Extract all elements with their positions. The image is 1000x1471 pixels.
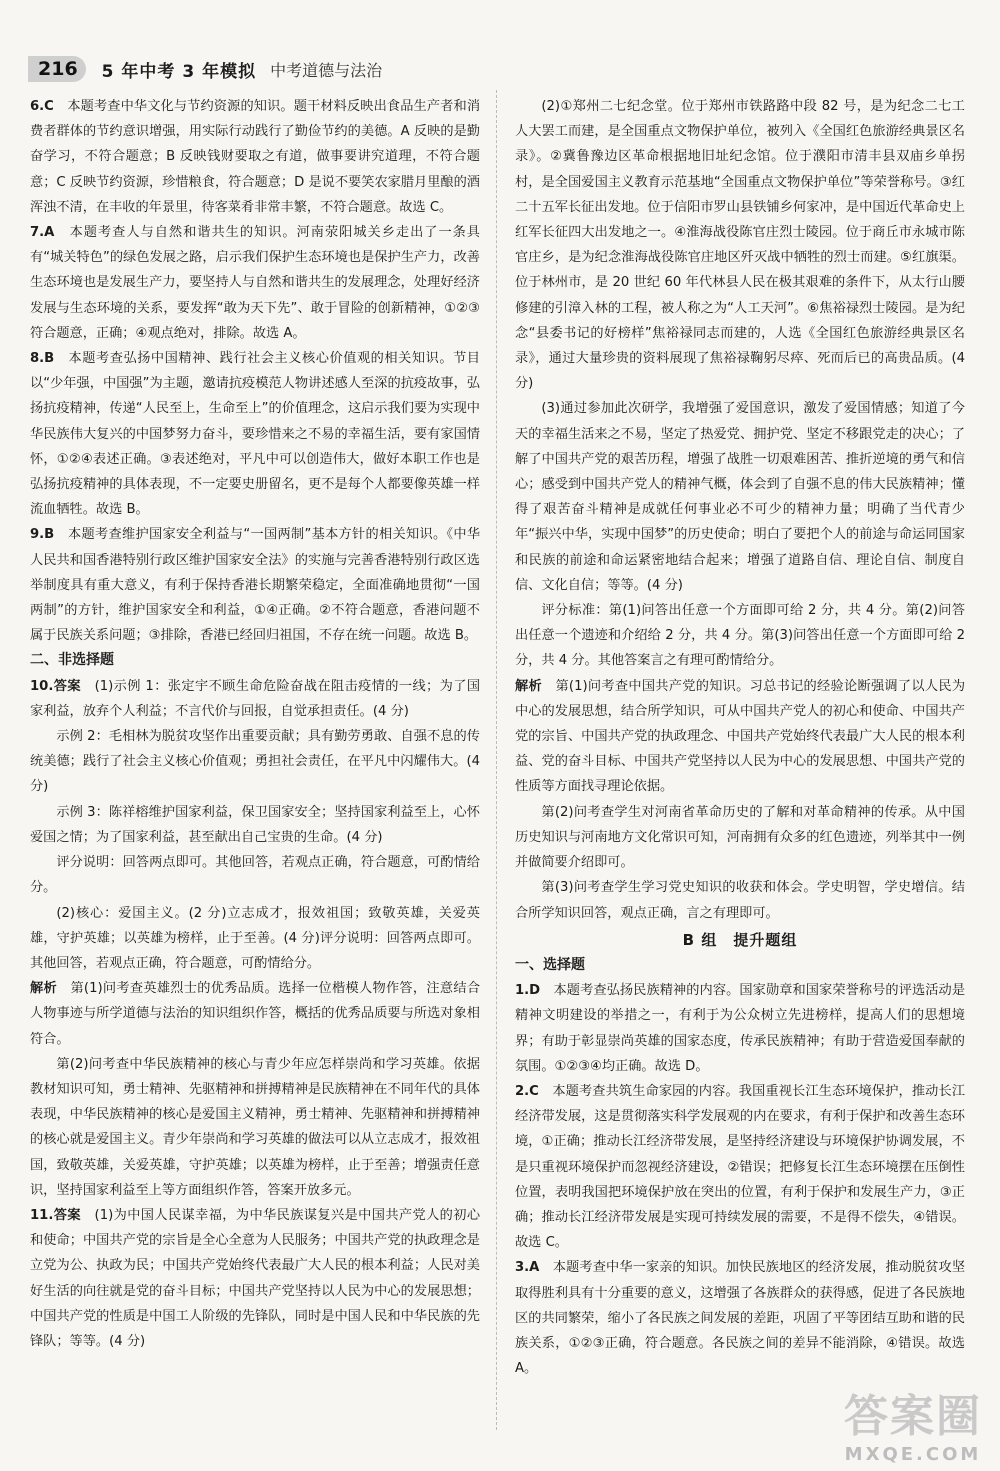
page-header	[28, 54, 382, 84]
question-10-answer: 10.答案 (1)示例 1：张定宇不顾生命危险奋战在阻击疫情的一线；为了国家利益，放弃个人利益；不言代价与回报，自觉承担责任。(4 分)	[30, 678, 481, 719]
series-title: 5 年中考 3 年模拟	[101, 61, 257, 82]
question-11-analysis-2: 第(2)问考查学生对河南省革命历史的了解和对革命精神的传承。从中国历史知识与河南地方文化常识可知，河南拥有众多的红色遗迹，列举其中一例并做简要介绍即可。	[515, 804, 965, 871]
question-11-part-3: (3)通过参加此次研学，我增强了爱国意识，激发了爱国情感；知道了今天的幸福生活来之不易，坚定了热爱党、拥护党、坚定不移跟党走的决心；了解了中国共产党的艰苦历程，增强了战胜一切艰难困苦、推折逆境的勇气和信心；感受到中国共产党人的精神气概，体会到了自强不息的伟大民族精神；懂得了艰苦奋斗精神是成就任何事业必不可少的精神力量；明确了当代青少年“振兴中华，实现中国梦”的历史使命；明白了要把个人的前途与命运同国家和民族的前途和命运紧密地结合起来；增强了道路自信、理论自信、制度自信、文化自信；等等。(4 分)	[515, 401, 965, 593]
question-11-answer: 11.答案 (1)为中国人民谋幸福，为中华民族谋复兴是中国共产党人的初心和使命；中国共产党的宗旨是全心全意为人民服务；中国共产党的执政理念是立党为公、执政为民；中国共产党始终代表最广大人民的根本利益；人民对美好生活的向往就是党的奋斗目标；中国共产党坚持以人民为中心的发展思想；中国共产党的性质是中国工人阶级的先锋队，同时是中国人民和中华民族的先锋队；等等。(4 分)	[30, 1207, 481, 1349]
column-divider	[496, 90, 497, 1430]
question-10-part-2: (2)核心：爱国主义。(2 分)立志成才，报效祖国；致敬英雄，关爱英雄，守护英雄；以英雄为榜样，止于至善。(4 分)评分说明：回答两点即可。其他回答，若观点正确，符合题意，可酌情给分。	[30, 905, 480, 971]
group-b-heading: B 组 提升题组	[682, 930, 798, 949]
subject-title: 中考道德与法治	[270, 60, 383, 80]
question-b2: 2.C 本题考查共筑生命家园的内容。我国重视长江生态环境保护，推动长江经济带发展，这是贯彻落实科学发展观的内在要求，有利于保护和改善生态环境，①正确；推动长江经济带发展，是坚持经济建设与环境保护协调发展，不是只重视环境保护而忽视经济建设，②错误；把修复长江生态环境摆在压倒性位置，表明我国把环境保护放在突出的位置，有利于保护和发展生产力，③正确；推动长江经济带发展是实现可持续发展的需要，不是得不偿失，④错误。故选 C。	[515, 1083, 966, 1251]
question-10-example-2: 示例 2：毛相林为脱贫攻坚作出重要贡献；具有勤劳勇敢、自强不息的传统美德；践行了社会主义核心价值观；勇担社会责任，在平凡中闪耀伟大。(4 分)	[30, 729, 480, 795]
question-11-part-2: (2)①郑州二七纪念堂。位于郑州市铁路路中段 82 号，是为纪念二七工人大罢工而建，是全国重点文物保护单位，被列入《全国红色旅游经典景区名录》。②冀鲁豫边区革命根据地旧址纪念馆。位于濮阳市清丰县双庙乡单拐村，是全国爱国主义教育示范基地“全国重点文物保护单位”等荣誉称号。③红二十五军长征出发地。位于信阳市罗山县铁铺乡何家冲，是中国近代革命史上红军长征四大出发地之一。④淮海战役陈官庄烈士陵园。位于商丘市永城市陈官庄乡，是为纪念淮海战役陈官庄地区歼灭战中牺牲的烈士而建。⑤红旗渠。位于林州市，是 20 世纪 60 年代林县人民在极其艰难的条件下，从太行山腰修建的引漳入林的工程，被人称之为“人工天河”。⑥焦裕禄烈士陵园。是为纪念“县委书记的好榜样”焦裕禄同志而建的，人选《全国红色旅游经典景区名录》，通过大量珍贵的资料展现了焦裕禄鞠躬尽瘁、死而后已的高贵品质。(4 分)	[515, 99, 965, 392]
question-11-analysis: 解析 第(1)问考查中国共产党的知识。习总书记的经验论断强调了以人民为中心的发展思想，结合所学知识，可从中国共产党人的初心和使命、中国共产党的宗旨、中国共产党的执政理念、中国共产党始终代表最广大人民的根本利益、党的奋斗目标、中国共产党坚持以人民为中心的发展思想、中国共产党的性质等方面找寻理论依据。	[515, 678, 966, 795]
question-b1: 1.D 本题考查弘扬民族精神的内容。国家勋章和国家荣誉称号的评选活动是精神文明建设的举措之一，有利于为公众树立先进榜样，提高人们的思想境界；有助于彰显崇尚英雄的国家态度，传承民族精神；有助于营造爱国奉献的氛围。①②③④均正确。故选 D。	[515, 983, 966, 1074]
question-10-analysis-2: 第(2)问考查中华民族精神的核心与青少年应怎样崇尚和学习英雄。依据教材知识可知，勇士精神、先驱精神和拼搏精神是民族精神在不同年代的具体表现，中华民族精神的核心是爱国主义精神，勇士精神、先驱精神和拼搏精神的核心就是爱国主义。青少年崇尚和学习英雄的做法可以从立志成才，报效祖国，致敬英雄，关爱英雄，守护英雄；以英雄为榜样，止于至善；增强责任意识，坚持国家利益至上等方面组织作答，答案开放多元。	[30, 1056, 480, 1198]
question-b3: 3.A 本题考查中华一家亲的知识。加快民族地区的经济发展，推动脱贫攻坚取得胜利具有十分重要的意义，这增强了各族群众的获得感，促进了各民族地区的共同繁荣，缩小了各民族之间发展的差距，巩固了平等团结互助和谐的民族关系，①②③正确，符合题意。各民族之间的差异不能消除，④错误。故选 A。	[515, 1260, 966, 1377]
section-heading-choice: 一、选择题	[515, 956, 585, 973]
left-column	[30, 94, 480, 1354]
section-heading-nonchoice: 二、非选择题	[30, 652, 114, 669]
right-column	[515, 94, 965, 1381]
question-11-analysis-3: 第(3)问考查学生学习党史知识的收获和体会。学史明智，学史增信。结合所学知识回答，观点正确，言之有理即可。	[515, 880, 965, 921]
watermark-url: MXQE.COM	[844, 1444, 982, 1465]
question-10-analysis: 解析 第(1)问考查英雄烈士的优秀品质。选择一位楷模人物作答，注意结合人物事迹与所学道德与法治的知识组织作答，概括的优秀品质要与所选对象相符合。	[30, 981, 481, 1047]
question-10-scoring: 评分说明：回答两点即可。其他回答，若观点正确，符合题意，可酌情给分。	[30, 855, 480, 896]
page-number: 216	[28, 56, 86, 82]
question-11-scoring: 评分标准：第(1)问答出任意一个方面即可给 2 分，共 4 分。第(2)问答出任意一个遗迹和介绍给 2 分，共 4 分。第(3)问答出任意一个方面即可给 2 分，共 4 分。其他答案言之有理可酌情给分。	[515, 603, 965, 669]
question-10-example-3: 示例 3：陈祥榕维护国家利益，保卫国家安全；坚持国家利益至上，心怀爱国之情；为了国家利益，甚至献出自己宝贵的生命。(4 分)	[30, 804, 480, 845]
watermark-logo-text: 答案圈	[844, 1391, 982, 1442]
question-7: 7.A 本题考查人与自然和谐共生的知识。河南荥阳城关乡走出了一条具有“城关特色”的绿色发展之路，启示我们保护生态环境也是保护生产力，改善生态环境也是发展生产力，要坚持人与自然和谐共生的发展理念，处理好经济发展与生态环境的关系，要发挥“敢为天下先”、敢于冒险的创新精神，①②③符合题意，正确；④观点绝对，排除。故选 A。	[30, 225, 480, 341]
question-9: 9.B 本题考查维护国家安全利益与“一国两制”基本方针的相关知识。《中华人民共和国香港特别行政区维护国家安全法》的实施与完善香港特别行政区选举制度具有重大意义，有利于保持香港长期繁荣稳定，全面准确地贯彻“一国两制”的方针，维护国家安全和利益，①④正确。②不符合题意，香港问题不属于民族关系问题；③排除，香港已经回归祖国，不存在统一问题。故选 B。	[30, 527, 481, 644]
question-6: 6.C 本题考查中华文化与节约资源的知识。题干材料反映出食品生产者和消费者群体的节约意识增强，用实际行动践行了勤俭节约的美德。A 反映的是勤奋学习，不符合题意；B 反映钱财要取之有道，做事要讲究道理，不符合题意；C 反映节约资源，珍惜粮食，符合题意；D 是说不要笑农家腊月里酿的酒浑浊不清，在丰收的年景里，待客菜肴非常丰繁，不符合题意。故选 C。	[30, 99, 481, 215]
watermark-logo	[844, 1380, 982, 1465]
question-8: 8.B 本题考查弘扬中国精神、践行社会主义核心价值观的相关知识。节目以“少年强，中国强”为主题，邀请抗疫模范人物讲述感人至深的抗疫故事，弘扬抗疫精神，传递“人民至上，生命至上”的价值理念，这启示我们要为实现中华民族伟大复兴的中国梦努力奋斗，要珍惜来之不易的幸福生活，要有家国情怀，①②④表述正确。③表述绝对，平凡中可以创造伟大，做好本职工作也是弘扬抗疫精神的具体表现，不一定要史册留名，更不是每个人都要像英雄一样流血牺牲。故选 B。	[30, 351, 480, 518]
